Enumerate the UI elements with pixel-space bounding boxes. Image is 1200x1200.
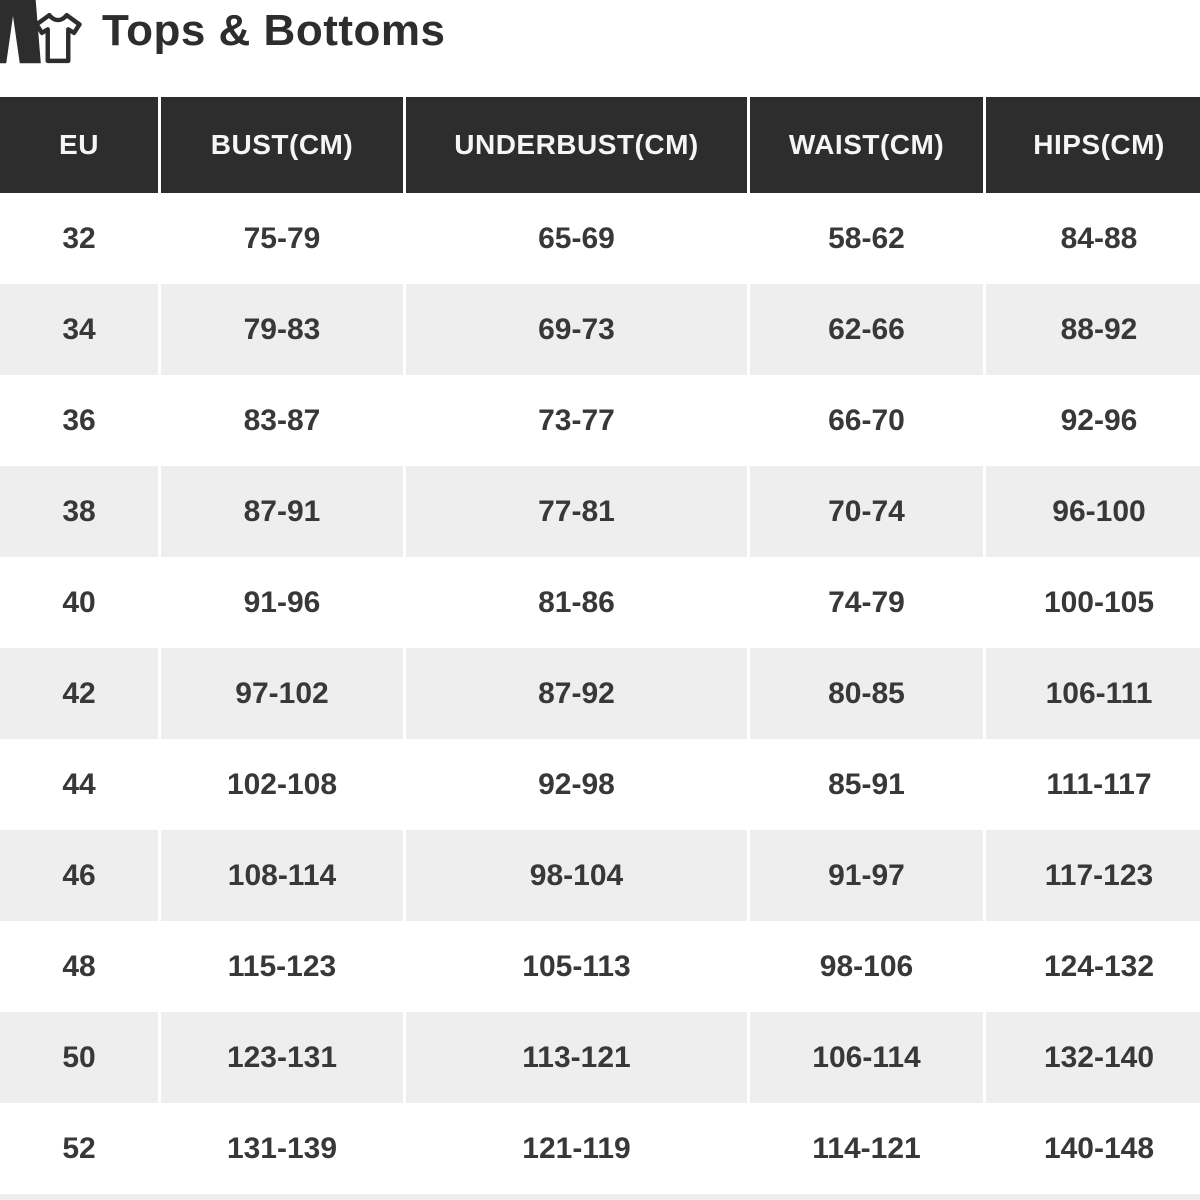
table-cell-hips-cm: 111-117: [985, 739, 1200, 830]
table-cell-waist-cm: 114-121: [749, 1103, 985, 1194]
table-cell-bust-cm: 79-83: [160, 284, 405, 375]
table-row-eu-34: [0, 284, 1200, 375]
table-cell-bust-cm: 108-114: [160, 830, 405, 921]
header-cell-hips-cm: HIPS(CM): [985, 97, 1200, 193]
table-cell-underbust-cm: 87-92: [405, 648, 749, 739]
table-cell-underbust-cm: 81-86: [405, 557, 749, 648]
page-title: Tops & Bottoms: [102, 6, 446, 55]
table-row-eu-36: [0, 375, 1200, 466]
table-cell-waist-cm: 66-70: [749, 375, 985, 466]
table-cell-hips-cm: 117-123: [985, 830, 1200, 921]
table-cell-bust-cm: 83-87: [160, 375, 405, 466]
header-row: [0, 97, 1200, 193]
table-cell-bust-cm: 97-102: [160, 648, 405, 739]
header-cell-underbust-cm: UNDERBUST(CM): [405, 97, 749, 193]
table-cell-waist-cm: 62-66: [749, 284, 985, 375]
table-row-eu-32: [0, 193, 1200, 284]
table-cell-underbust-cm: 113-121: [405, 1012, 749, 1103]
header-cell-waist-cm: WAIST(CM): [749, 97, 985, 193]
table-cell-waist-cm: 98-106: [749, 921, 985, 1012]
table-cell-underbust-cm: 77-81: [405, 466, 749, 557]
table-cell-eu: 46: [0, 830, 160, 921]
table-row-eu-38: [0, 466, 1200, 557]
size-table-body: [0, 193, 1200, 1194]
table-cell-hips-cm: 140-148: [985, 1103, 1200, 1194]
table-cell-underbust-cm: 69-73: [405, 284, 749, 375]
table-cell-eu: 34: [0, 284, 160, 375]
table-cell-eu: 50: [0, 1012, 160, 1103]
table-cell-hips-cm: 96-100: [985, 466, 1200, 557]
table-row-eu-46: [0, 830, 1200, 921]
table-cell-bust-cm: 131-139: [160, 1103, 405, 1194]
table-cell-waist-cm: 80-85: [749, 648, 985, 739]
table-cell-waist-cm: 85-91: [749, 739, 985, 830]
table-row-eu-42: [0, 648, 1200, 739]
table-cell-bust-cm: 115-123: [160, 921, 405, 1012]
table-cell-bust-cm: 91-96: [160, 557, 405, 648]
table-cell-waist-cm: 70-74: [749, 466, 985, 557]
table-cell-hips-cm: 106-111: [985, 648, 1200, 739]
table-cell-underbust-cm: 65-69: [405, 193, 749, 284]
table-cell-hips-cm: 132-140: [985, 1012, 1200, 1103]
header-cell-bust-cm: BUST(CM): [160, 97, 405, 193]
table-cell-underbust-cm: 92-98: [405, 739, 749, 830]
table-cell-waist-cm: 58-62: [749, 193, 985, 284]
table-row-eu-52: [0, 1103, 1200, 1194]
table-cell-hips-cm: 88-92: [985, 284, 1200, 375]
table-cell-waist-cm: 74-79: [749, 557, 985, 648]
table-cell-underbust-cm: 121-119: [405, 1103, 749, 1194]
table-row-eu-44: [0, 739, 1200, 830]
table-cell-hips-cm: 92-96: [985, 375, 1200, 466]
table-cell-waist-cm: 91-97: [749, 830, 985, 921]
header-cell-eu: EU: [0, 97, 160, 193]
table-cell-hips-cm: 124-132: [985, 921, 1200, 1012]
table-cell-underbust-cm: 73-77: [405, 375, 749, 466]
size-table: [0, 97, 1200, 1194]
table-row-eu-50: [0, 1012, 1200, 1103]
table-cell-bust-cm: 123-131: [160, 1012, 405, 1103]
table-cell-eu: 44: [0, 739, 160, 830]
title-bar: [0, 0, 1200, 97]
table-cell-eu: 40: [0, 557, 160, 648]
table-cell-bust-cm: 75-79: [160, 193, 405, 284]
table-cell-eu: 52: [0, 1103, 160, 1194]
table-cell-hips-cm: 84-88: [985, 193, 1200, 284]
table-row-eu-48: [0, 921, 1200, 1012]
table-cell-underbust-cm: 105-113: [405, 921, 749, 1012]
table-cell-waist-cm: 106-114: [749, 1012, 985, 1103]
table-cell-eu: 48: [0, 921, 160, 1012]
table-cell-eu: 42: [0, 648, 160, 739]
table-row-eu-40: [0, 557, 1200, 648]
table-cell-eu: 32: [0, 193, 160, 284]
table-cell-eu: 36: [0, 375, 160, 466]
table-cell-eu: 38: [0, 466, 160, 557]
table-cell-underbust-cm: 98-104: [405, 830, 749, 921]
next-row-sliver: [0, 1194, 1200, 1200]
table-cell-bust-cm: 102-108: [160, 739, 405, 830]
table-cell-hips-cm: 100-105: [985, 557, 1200, 648]
size-table-head: [0, 97, 1200, 193]
tshirt-icon: [30, 8, 86, 68]
table-cell-bust-cm: 87-91: [160, 466, 405, 557]
